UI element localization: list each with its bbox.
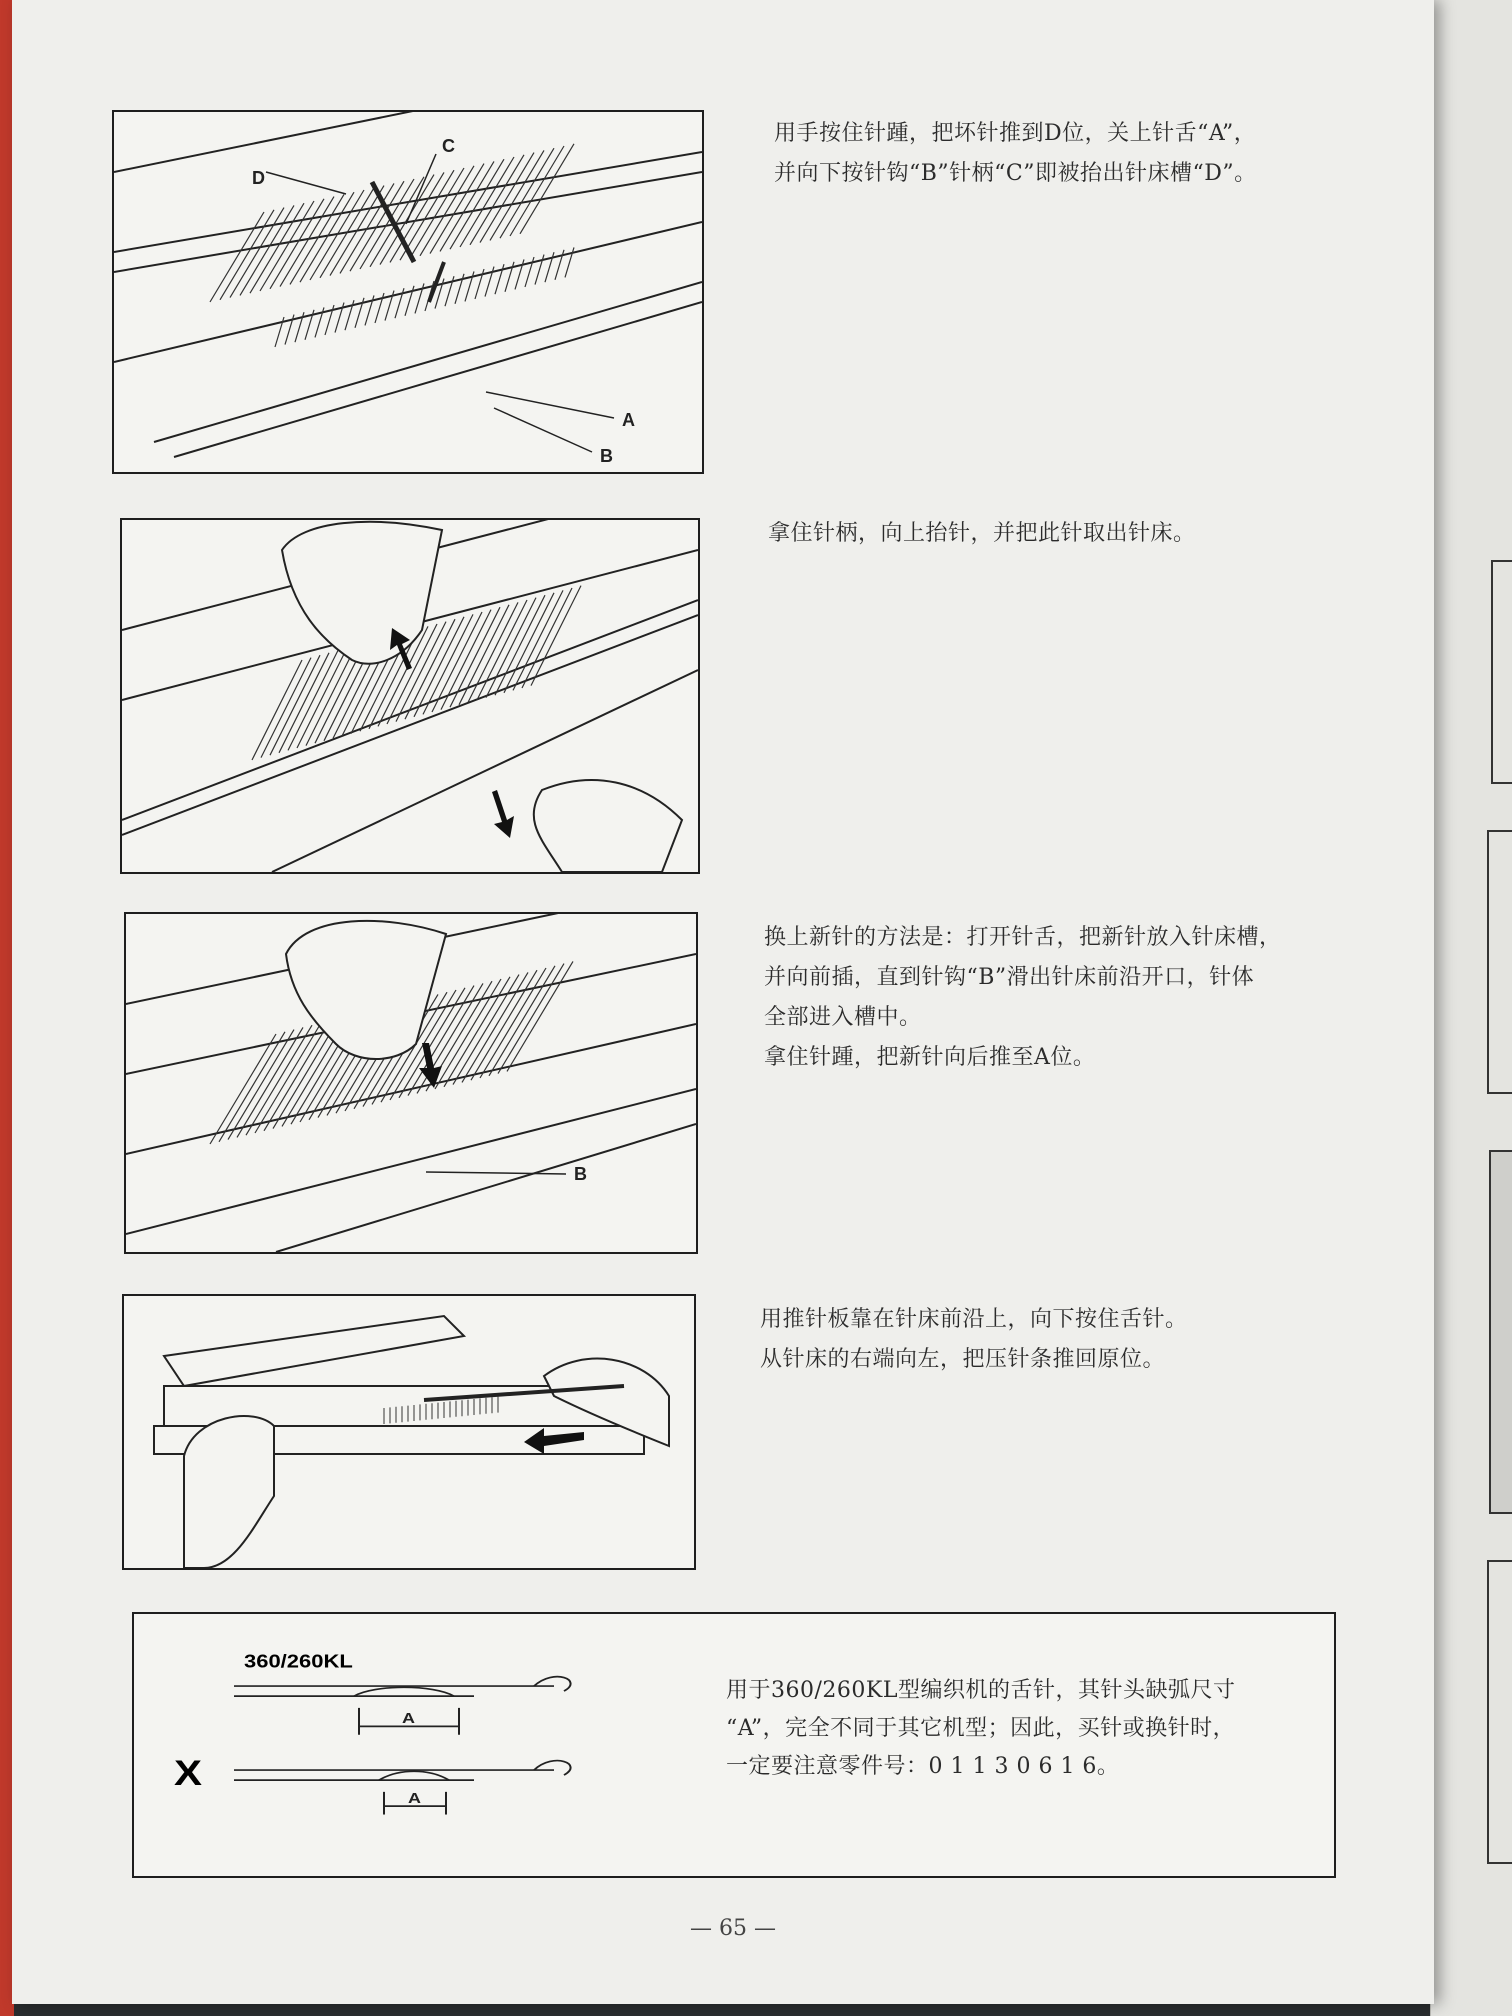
needle-stroke: [290, 194, 344, 284]
needle-stroke: [535, 255, 544, 285]
needle-stroke: [297, 648, 347, 748]
needle-stroke: [335, 303, 344, 333]
needle-stroke: [470, 155, 524, 245]
needle-stroke: [288, 650, 338, 750]
manual-page: [12, 0, 1434, 2004]
label-c: C: [442, 136, 455, 156]
model-label: 360/260KL: [244, 1652, 353, 1673]
needle-stroke: [455, 274, 464, 304]
needle-stroke: [230, 208, 284, 298]
step-1-caption: 用手按住针踵，把坏针推到D位，关上针舌“A”， 并向下按针钩“B”针柄“C”即被抬出针床槽“D”。: [774, 121, 1257, 186]
needle-stroke: [525, 257, 534, 287]
needle-stroke: [441, 610, 491, 710]
label-b: B: [600, 446, 613, 466]
needle-stroke: [420, 166, 474, 256]
label-a: A: [622, 410, 635, 430]
needle-stroke: [295, 312, 304, 342]
step-3-illustration: [124, 912, 698, 1254]
needle-stroke: [320, 188, 374, 278]
needle-stroke: [325, 305, 334, 335]
needle-stroke: [565, 247, 574, 277]
needle-stroke: [395, 288, 404, 318]
needle-stroke: [495, 264, 504, 294]
wrong-needle-mark: X: [174, 1754, 203, 1794]
needle-stroke: [315, 307, 324, 337]
dimension-a-label-2: A: [408, 1789, 421, 1807]
needle-stroke: [240, 205, 294, 295]
step-2-illustration: [120, 518, 700, 874]
needle-stroke: [405, 286, 414, 316]
label-d: D: [252, 168, 265, 188]
needle-stroke: [450, 159, 504, 249]
needle-stroke: [555, 250, 564, 280]
needle-stroke: [285, 315, 294, 345]
needle-stroke: [423, 614, 473, 714]
needle-stroke: [485, 267, 494, 297]
needle-stroke: [440, 161, 494, 251]
needle-stroke: [490, 150, 544, 240]
needle-stroke: [345, 300, 354, 330]
needle-stroke: [460, 157, 514, 247]
needle-stroke: [355, 298, 364, 328]
needle-note-text: 用于360/260KL型编织机的舌针，其针头缺弧尺寸 “A”，完全不同于其它机型；因此，买针或换针时， 一定要注意零件号：0 1 1 3 0 6 1 6。: [726, 1678, 1236, 1779]
needle-stroke: [305, 310, 314, 340]
needle-stroke: [504, 593, 554, 693]
needle-stroke: [520, 144, 574, 234]
needle-stroke: [375, 293, 384, 323]
needle-stroke: [415, 283, 424, 313]
needle-stroke: [310, 190, 364, 280]
needle-stroke: [480, 153, 534, 243]
needle-stroke: [275, 317, 284, 347]
needle-stroke: [495, 595, 545, 695]
step-2-caption: 拿住针柄，向上抬针，并把此针取出针床。: [768, 521, 1196, 546]
needle-stroke: [306, 646, 356, 746]
needle-stroke: [500, 148, 554, 238]
dimension-a-label: A: [402, 1709, 415, 1727]
step-4-illustration: [122, 1294, 696, 1570]
needle-stroke: [270, 655, 320, 755]
needle-stroke: [340, 183, 394, 273]
needle-stroke: [450, 607, 500, 707]
needle-stroke: [531, 586, 581, 686]
needle-stroke: [505, 262, 514, 292]
needle-stroke: [365, 295, 374, 325]
needle-stroke: [486, 598, 536, 698]
needle-stroke: [360, 179, 414, 269]
needle-stroke: [385, 291, 394, 321]
needle-stroke: [510, 146, 564, 236]
needle-stroke: [300, 192, 354, 282]
needle-stroke: [465, 271, 474, 301]
step-4-caption: 用推针板靠在针床前沿上，向下按住舌针。 从针床的右端向左，把压针条推回原位。: [760, 1307, 1188, 1372]
needle-stroke: [475, 269, 484, 299]
needle-stroke: [279, 653, 329, 753]
step-3-caption: 换上新针的方法是：打开针舌，把新针放入针床槽， 并向前插，直到针钩“B”滑出针床前沿开口，针体 全部进入槽中。 拿住针踵，把新针向后推至A位。: [764, 925, 1282, 1070]
needle-stroke: [432, 612, 482, 712]
needle-stroke: [445, 276, 454, 306]
needle-stroke: [515, 259, 524, 289]
page-number: — 65 —: [690, 1916, 776, 1941]
next-page-edge: [1430, 0, 1512, 2016]
needle-stroke: [210, 212, 264, 302]
label-b-step3: B: [574, 1164, 587, 1184]
needle-stroke: [430, 164, 484, 254]
step-1-illustration: [112, 110, 704, 474]
needle-note-box: [132, 1612, 1336, 1878]
needle-stroke: [477, 600, 527, 700]
needle-stroke: [330, 186, 384, 276]
needle-stroke: [545, 252, 554, 282]
needle-stroke: [261, 658, 311, 758]
needle-stroke: [252, 660, 302, 760]
needle-stroke: [220, 210, 274, 300]
